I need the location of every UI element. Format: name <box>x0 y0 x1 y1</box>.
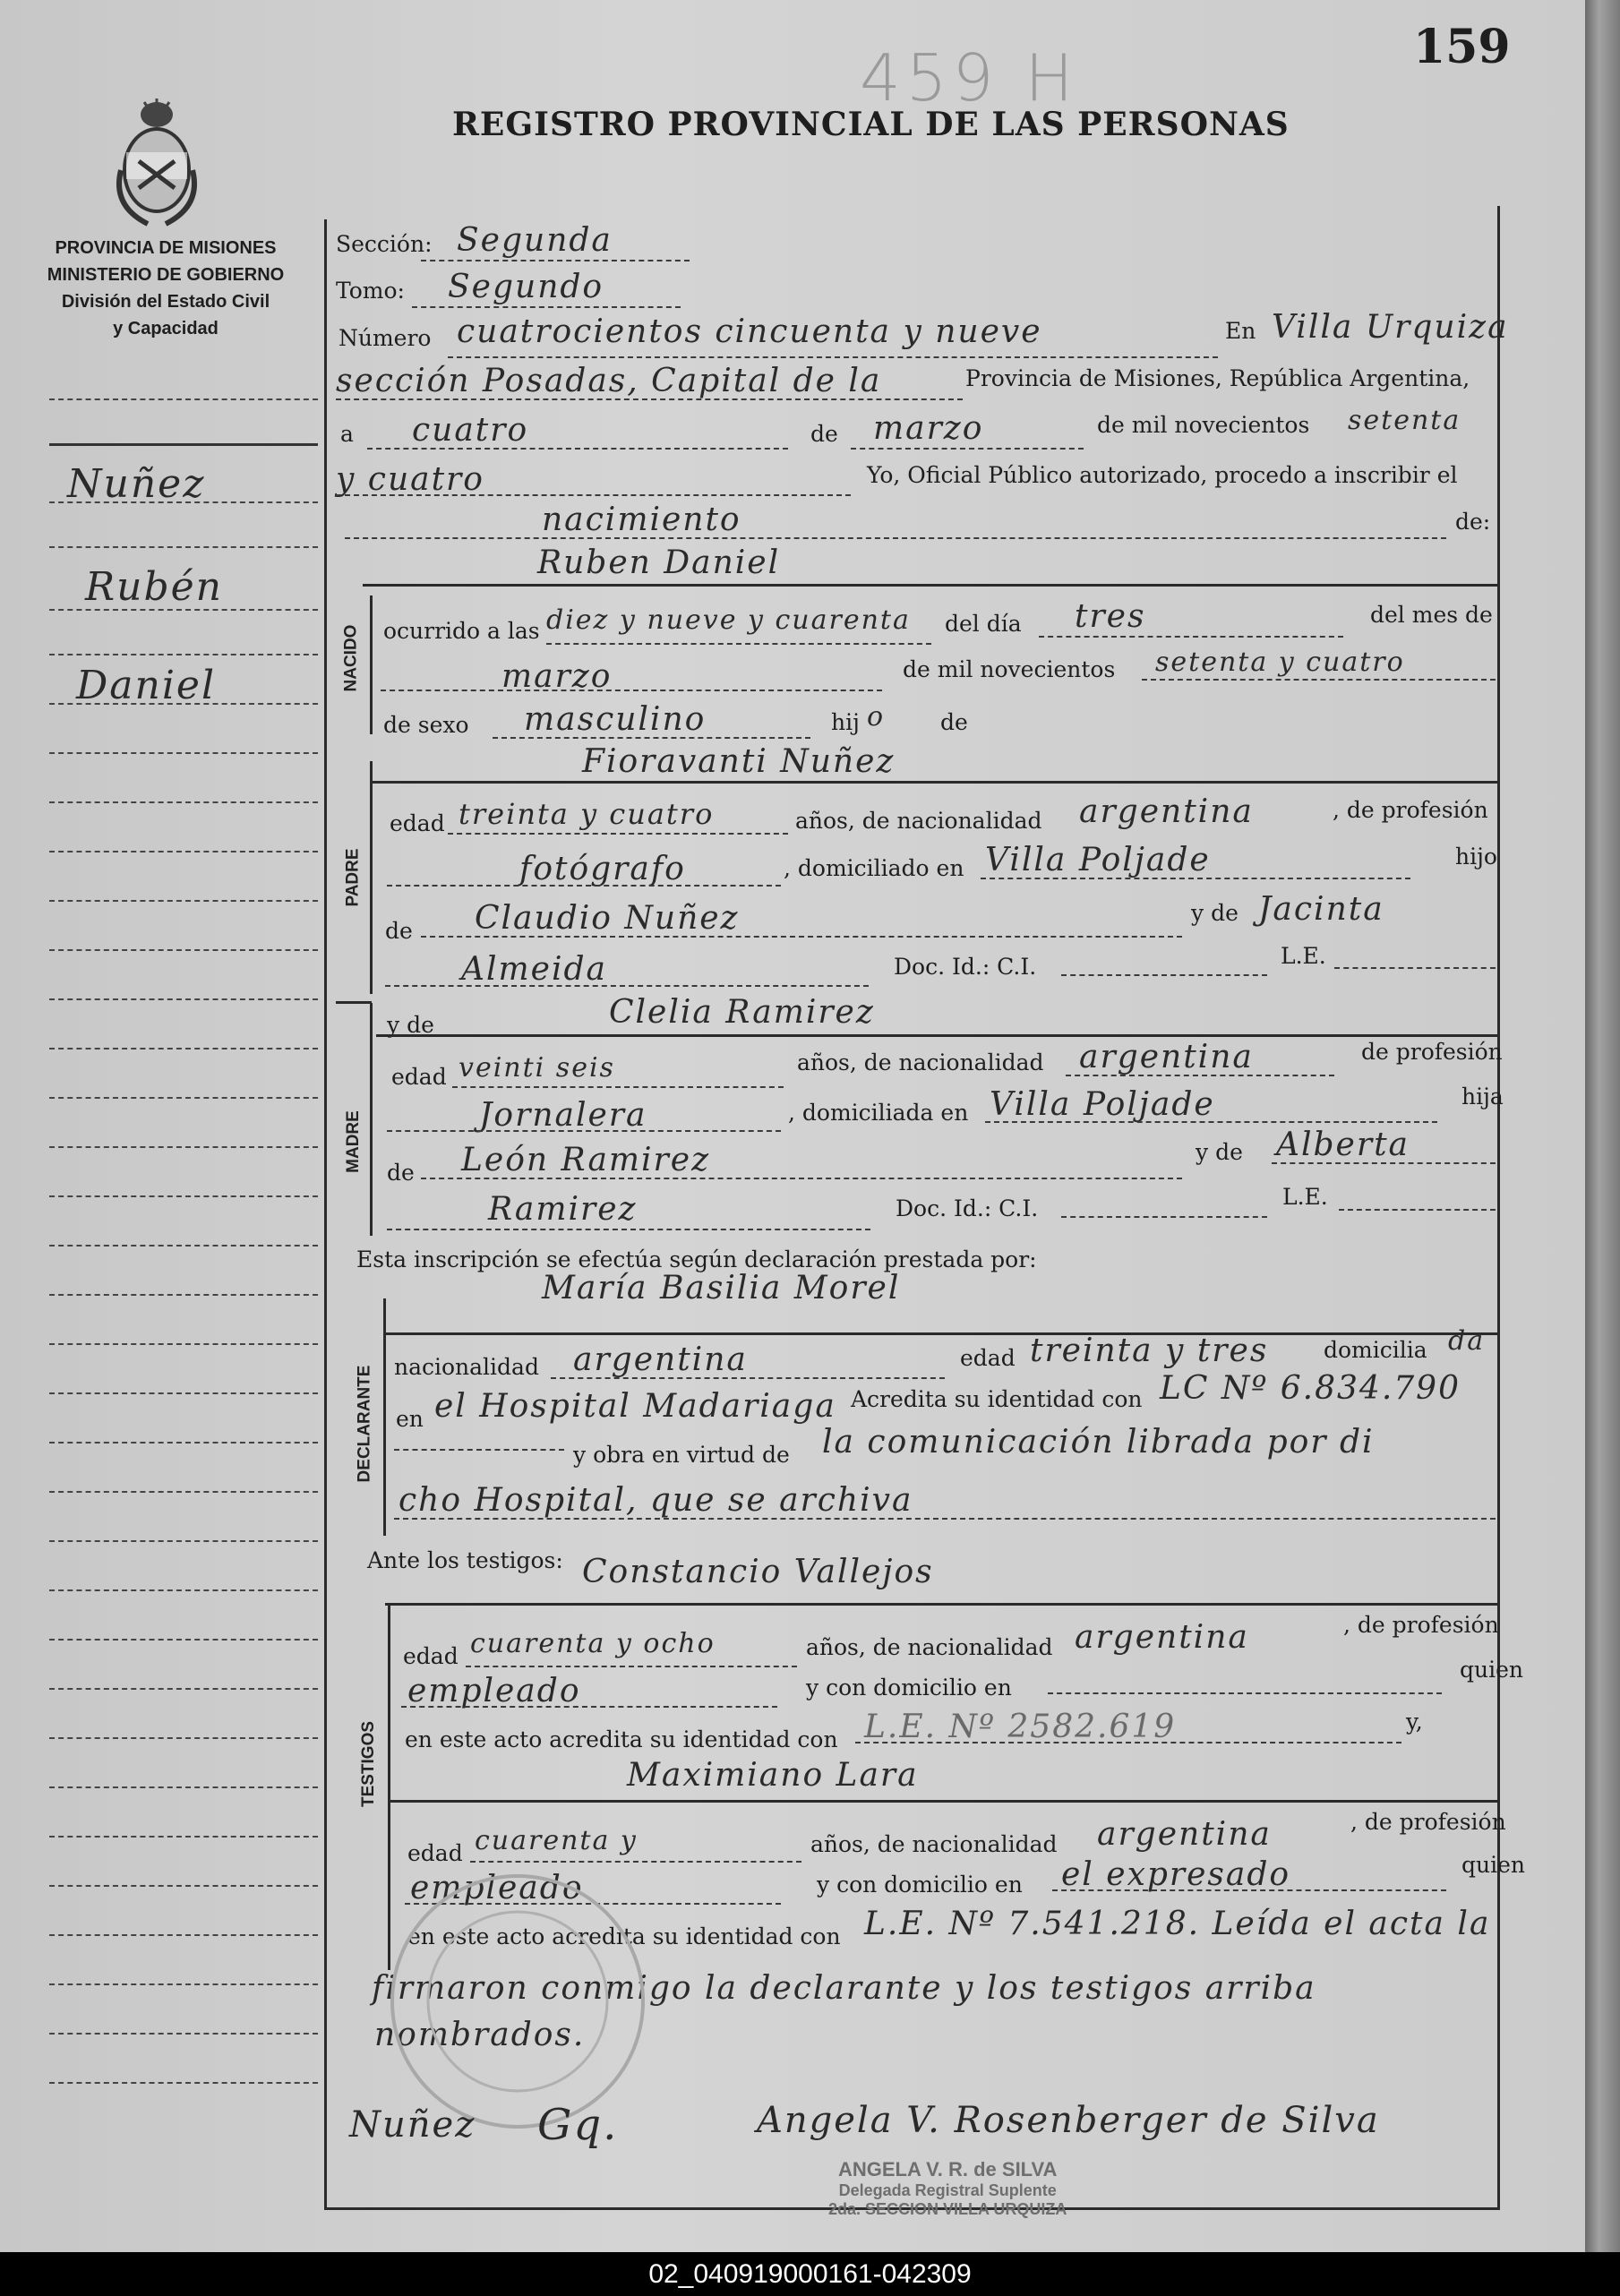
acto-value: nacimiento <box>542 501 741 538</box>
nombre-value: Ruben Daniel <box>537 544 781 581</box>
section-declarante: DECLARANTE <box>355 1365 374 1483</box>
signature-oficial: Angela V. Rosenberger de Silva <box>757 2100 1380 2141</box>
numero-value: cuatrocientos cincuenta y nueve <box>457 313 1042 350</box>
t2-edad-value: cuarenta y <box>475 1825 638 1856</box>
declarante-acredita-value: LC Nº 6.834.790 <box>1160 1370 1461 1407</box>
ministry-line-4: y Capacidad <box>113 319 219 338</box>
padre-nombre: Fioravanti Nuñez <box>582 743 896 780</box>
madre-edad-label: edad <box>391 1064 447 1090</box>
nacido-anio-label: de mil novecientos <box>903 656 1116 682</box>
footer-id: 02_040919000161-042309 <box>0 2252 1620 2296</box>
declarante-obra-value-2: cho Hospital, que se archiva <box>399 1482 913 1519</box>
hora-value: diez y nueve y cuarenta <box>546 604 911 636</box>
de-label: de <box>810 421 838 447</box>
pencil-annotation: 459 H <box>860 40 1079 116</box>
en-label: En <box>1225 318 1256 344</box>
del-dia-label: del día <box>945 611 1022 637</box>
tomo-label: Tomo: <box>336 278 405 304</box>
signature-declarante: Nuñez <box>349 2104 476 2146</box>
signature-testigo: Gq. <box>537 2100 619 2150</box>
padre-madre-value-2: Almeida <box>461 951 607 988</box>
t2-edad-label: edad <box>407 1840 463 1866</box>
sexo-value: masculino <box>524 701 707 738</box>
margin-second-name: Daniel <box>76 663 217 708</box>
tomo-value: Segundo <box>448 269 604 305</box>
place-value: sección Posadas, Capital de la <box>336 363 882 399</box>
t1-acredita-label: en este acto acredita su identidad con <box>405 1726 838 1752</box>
official-stamp <box>828 2158 1067 2219</box>
t1-nac-value: argentina <box>1075 1619 1249 1656</box>
padre-madre-value: Jacinta <box>1258 891 1384 928</box>
ministry-line-1: PROVINCIA DE MISIONES <box>55 238 277 258</box>
padre-le-label: L.E. <box>1281 943 1326 969</box>
padre-prof-label: , de profesión <box>1333 797 1488 823</box>
testigo2-nombre: Maximiano Lara <box>627 1757 919 1794</box>
anio-label: de mil novecientos <box>1097 412 1310 438</box>
madre-padre-value: León Ramirez <box>461 1142 711 1178</box>
page-title: REGISTRO PROVINCIAL DE LAS PERSONAS <box>452 106 1290 143</box>
padre-edad-label: edad <box>390 810 445 836</box>
madre-nac-value: argentina <box>1079 1039 1254 1075</box>
declarante-en-value: el Hospital Madariaga <box>434 1388 836 1425</box>
declarante-obra-label: y obra en virtud de <box>573 1442 790 1468</box>
declarante-edad-value: treinta y tres <box>1030 1332 1269 1369</box>
madre-yde2-label: y de <box>1196 1139 1243 1165</box>
madre-le-label: L.E. <box>1282 1184 1328 1210</box>
t2-acredita-value: L.E. Nº 7.541.218. Leída el acta la <box>864 1906 1491 1942</box>
testigos-intro: Ante los testigos: <box>367 1547 563 1573</box>
madre-madre-value: Alberta <box>1276 1127 1410 1163</box>
nacido-anio-value: setenta y cuatro <box>1155 647 1405 678</box>
t2-nac-label: años, de nacionalidad <box>810 1831 1058 1857</box>
t2-prof-label: , de profesión <box>1350 1809 1506 1835</box>
padre-padre-value: Claudio Nuñez <box>475 900 740 937</box>
declarante-edad-label: edad <box>960 1345 1016 1371</box>
dia-value: cuatro <box>412 412 529 449</box>
anio-value-2: y cuatro <box>336 461 484 498</box>
ministry-line-3: División del Estado Civil <box>61 292 270 312</box>
madre-prof-value: Jornalera <box>479 1097 647 1134</box>
section-madre: MADRE <box>344 1110 364 1173</box>
t1-prof-value: empleado <box>407 1673 581 1709</box>
padre-edad-value: treinta y cuatro <box>459 797 715 831</box>
nacido-dia-value: tres <box>1075 598 1146 635</box>
hijo-label: hij <box>831 709 860 735</box>
de2-label: de: <box>1455 509 1491 535</box>
form-left-border <box>324 219 327 2207</box>
margin-surname: Nuñez <box>67 461 206 507</box>
padre-yde-label: y de <box>1191 900 1239 926</box>
declarante-nac-value: argentina <box>573 1341 748 1378</box>
seccion-value: Segunda <box>457 222 613 259</box>
section-padre: PADRE <box>344 848 364 907</box>
t1-quien-label: quien <box>1460 1657 1523 1683</box>
padre-de-label: de <box>385 918 413 944</box>
del-mes-label: del mes de <box>1370 602 1493 628</box>
nacido-mes-value: marzo <box>501 658 613 695</box>
t1-nac-label: años, de nacionalidad <box>806 1634 1053 1660</box>
page-number: 159 <box>1413 20 1511 74</box>
t1-y-label: y, <box>1406 1709 1423 1735</box>
madre-nac-label: años, de nacionalidad <box>797 1049 1044 1075</box>
section-nacido: NACIDO <box>341 624 361 692</box>
declarante-nac-label: nacionalidad <box>394 1354 539 1380</box>
madre-de-label: de <box>387 1160 415 1186</box>
closing-line-2: nombrados. <box>374 2017 586 2053</box>
declarante-obra-value: la comunicación librada por di <box>822 1424 1375 1461</box>
provincia-text: Provincia de Misiones, República Argentina, <box>965 365 1470 391</box>
round-seal-icon <box>383 1867 652 2136</box>
mes-value: marzo <box>873 410 984 447</box>
padre-dom-value: Villa Poljade <box>985 842 1211 878</box>
oficial-text: Yo, Oficial Público autorizado, procedo a inscribir el <box>867 462 1458 488</box>
numero-label: Número <box>339 325 432 351</box>
madre-nombre: Clelia Ramirez <box>609 994 875 1031</box>
a-label: a <box>340 421 354 447</box>
madre-prof-label: de profesión <box>1361 1039 1503 1065</box>
declarante-dom-label: domicilia <box>1324 1337 1427 1363</box>
padre-dom-label: , domiciliado en <box>784 855 964 881</box>
t2-quien-label: quien <box>1461 1852 1525 1878</box>
declarante-intro: Esta inscripción se efectúa según declaración prestada por: <box>356 1247 1037 1272</box>
madre-hija-label: hija <box>1461 1084 1504 1109</box>
hijo-value: o <box>867 701 886 732</box>
t2-dom-value: el expresado <box>1061 1856 1291 1893</box>
form-right-border <box>1497 206 1500 2207</box>
section-testigos: TESTIGOS <box>359 1720 379 1808</box>
ocurrido-label: ocurrido a las <box>383 618 540 644</box>
anio-value: setenta <box>1348 405 1461 436</box>
declarante-dom-value: da <box>1448 1325 1486 1357</box>
padre-hijo-label: hijo <box>1455 844 1497 870</box>
padre-prof-value: fotógrafo <box>519 851 686 887</box>
padre-nac-label: años, de nacionalidad <box>795 808 1042 834</box>
nacido-de-label: de <box>940 709 968 735</box>
t1-edad-value: cuarenta y ocho <box>470 1628 716 1659</box>
madre-dom-label: , domiciliada en <box>788 1100 969 1126</box>
t2-acredita-label: en este acto acredita su identidad con <box>407 1923 841 1949</box>
t1-dom-label: y con domicilio en <box>806 1675 1012 1701</box>
t1-prof-label: , de profesión <box>1343 1612 1499 1638</box>
ministry-line-2: MINISTERIO DE GOBIERNO <box>47 265 285 285</box>
padre-nac-value: argentina <box>1079 793 1254 830</box>
madre-yde-label: y de <box>387 1012 434 1038</box>
page-edge <box>1585 0 1620 2252</box>
madre-edad-value: veinti seis <box>459 1052 615 1084</box>
ministry-block <box>18 235 313 342</box>
declarante-acredita-label: Acredita su identidad con <box>851 1386 1143 1412</box>
margin-first-name: Rubén <box>85 564 224 610</box>
declarante-en-label: en <box>396 1406 424 1432</box>
madre-dom-value: Villa Poljade <box>990 1086 1215 1123</box>
closing-line-1: firmaron conmigo la declarante y los testigos arriba <box>372 1970 1316 2007</box>
en-value: Villa Urquiza <box>1272 309 1509 346</box>
stamp-line-1: ANGELA V. R. de SILVA <box>837 2158 1058 2180</box>
t1-edad-label: edad <box>403 1643 459 1669</box>
t1-acredita-value: L.E. Nº 2582.619 <box>864 1709 1177 1745</box>
t2-prof-value: empleado <box>410 1870 584 1906</box>
madre-madre-value-2: Ramirez <box>488 1191 638 1228</box>
stamp-line-2: Delegada Registral Suplente <box>838 2181 1057 2199</box>
declarante-nombre: María Basilia Morel <box>542 1270 901 1306</box>
seccion-label: Sección: <box>336 231 433 257</box>
stamp-line-3: 2da. SECCION VILLA URQUIZA <box>828 2200 1067 2218</box>
t2-nac-value: argentina <box>1097 1816 1272 1853</box>
padre-doc-label: Doc. Id.: C.I. <box>894 954 1037 980</box>
madre-doc-label: Doc. Id.: C.I. <box>896 1195 1039 1221</box>
testigo1-nombre: Constancio Vallejos <box>582 1554 934 1590</box>
coat-of-arms-icon <box>112 99 201 233</box>
sexo-label: de sexo <box>383 712 469 738</box>
t2-dom-label: y con domicilio en <box>817 1872 1023 1898</box>
